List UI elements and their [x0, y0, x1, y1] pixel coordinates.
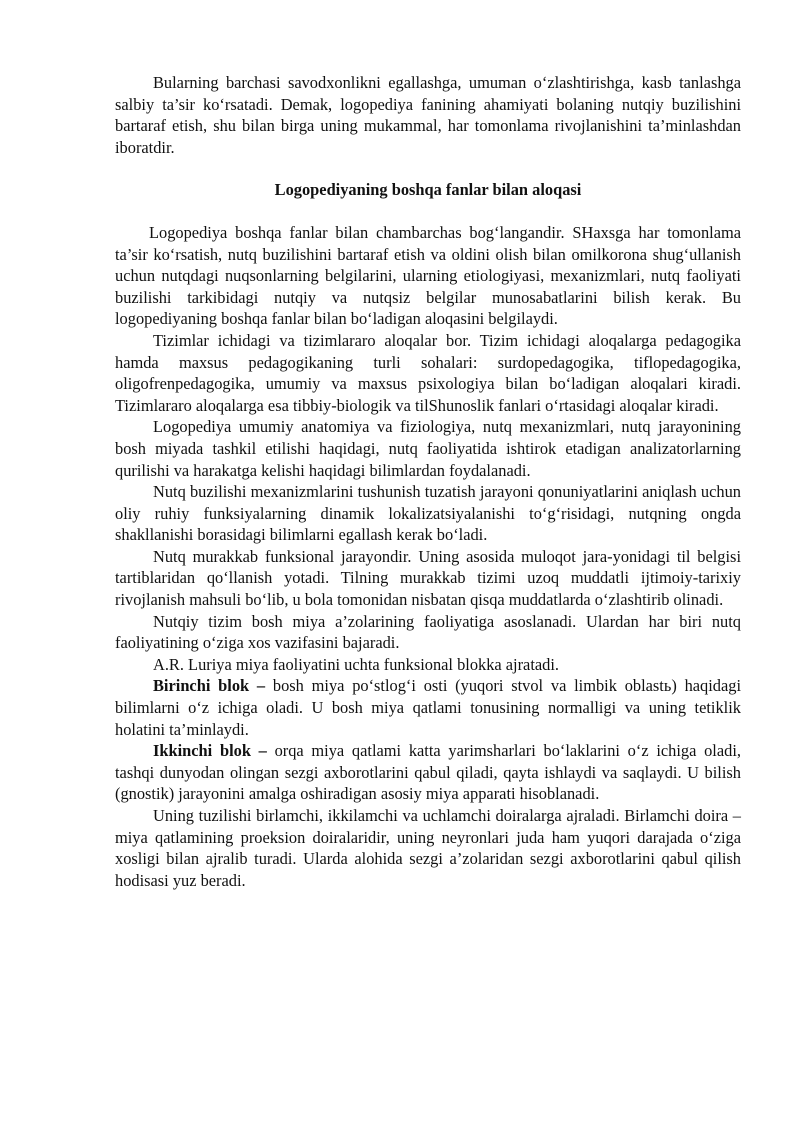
first-block-term: Birinchi blok –: [153, 676, 266, 696]
paragraph-links-with-sciences: Logopediya boshqa fanlar bilan chambarchas bog‘langandir. SHaxsga har tomonlama ta’sir ko‘rsatish, nutq buzilishini bartaraf etish va oldini olish bilan omilkorona shug‘ullanish uchun nutqdagi nuqsonlarning belgilarini, ularning etiologiyasi, mexanizmlari, nutq faoliyati buzilishi tarkibidagi nutqiy va nutqsiz belgilar munosabatlarini bilish kerak. Bu logopediyaning boshqa fanlar bilan bo‘ladigan aloqasini belgilaydi.: [115, 222, 741, 329]
paragraph-luriya-blocks: A.R. Luriya miya faoliyatini uchta funksional blokka ajratadi.: [153, 654, 560, 674]
paragraph-anatomy-physiology: Logopediya umumiy anatomiya va fiziologiya, nutq mexanizmlari, nutq jarayonining bosh miyada tashkil etilishi haqidagi, nutq faoliyatida ishtirok etadigan analizatorlarning qurilishi va harakatga kelishi haqidagi bilimlardan foydalanadi.: [115, 417, 741, 480]
paragraph-functional-process: Nutq murakkab funksional jarayondir. Uning asosida muloqot jara-yonidagi til belgisi tartiblaridan qo‘llanish yotadi. Tilning murakkab tizimi uzoq muddatli ijtimoiy-tarixiy rivojlanish mahsuli bo‘lib, u bola tomonidan nisbatan qisqa muddatlarda o‘zlashtirib olinadi.: [115, 546, 741, 610]
second-block-text: orqa miya qatlami katta yarimsharlari bo‘laklarini o‘z ichiga oladi, tashqi dunyodan olingan sezgi axborotlarini qabul qiladi, qayta ishlaydi va saqlaydi. U bilish (gnostik) jarayonini amalga oshiradigan asosiy miya apparati hisoblanadi.: [115, 741, 741, 804]
final-paragraph: Uning tuzilishi birlamchi, ikkilamchi va uchlamchi doiralarga ajraladi. Birlamchi doira – miya qatlamining proeksion doiralaridir, uning neyronlari juda ham yuqori darajada o‘ziga xosligi bilan ajralib turadi. Ularda alohida sezgi a’zolaridan sezgi axborotlarini qabul qilish hodisasi yuz beradi.: [115, 806, 741, 890]
intro-paragraph: Bularning barchasi savodxonlikni egallashga, umuman o‘zlashtirishga, kasb tanlashga salbiy ta’sir ko‘rsatadi. Demak, logopediya fanining ahamiyati bolaning nutqiy buzilishini bartaraf etish, shu bilan birga uning mukammal, har tomonlama rivojlanishini ta’minlashdan iboratdir.: [115, 73, 741, 157]
second-block-term: Ikkinchi blok –: [153, 741, 267, 761]
paragraph-speech-system: Nutqiy tizim bosh miya a’zolarining faoliyatiga asoslanadi. Ulardan har biri nutq faoliyatining o‘ziga xos vazifasini bajaradi.: [115, 611, 741, 653]
first-block-text: bosh miya po‘stlog‘i osti (yuqori stvol va limbik oblastь) haqidagi bilimlarni o‘z ichiga oladi. U bosh miya qatlami tonusining normalligi va uning tetiklik holatini ta’minlaydi.: [115, 676, 742, 739]
paragraph-speech-mechanisms: Nutq buzilishi mexanizmlarini tushunish tuzatish jarayoni qonuniyatlarini aniqlash uchun oliy ruhiy funksiyalarning dinamik lokalizatsiyalanishi to‘g‘risidagi, nutqning ongda shakllanishi borasidagi bilimlarni egallash kerak bo‘ladi.: [115, 482, 741, 545]
document-page: [115, 72, 741, 891]
paragraph-second-block: [115, 740, 741, 805]
paragraph-first-block: [115, 675, 741, 740]
paragraph-system-links: Tizimlar ichidagi va tizimlararo aloqalar bor. Tizim ichidagi aloqalarga pedagogika hamda maxsus pedagogikaning turli sohalari: surdopedagogika, tiflopedagogika, oligofrenpedagogika, umumiy va maxsus psixologiya bilan bo‘ladigan aloqalari kiradi. Tizimlararo aloqalarga esa tibbiy-biologik va tilShunoslik fanlari o‘rtasidagi aloqalar kiradi.: [115, 330, 741, 415]
section-heading: Logopediyaning boshqa fanlar bilan aloqasi: [274, 180, 582, 200]
